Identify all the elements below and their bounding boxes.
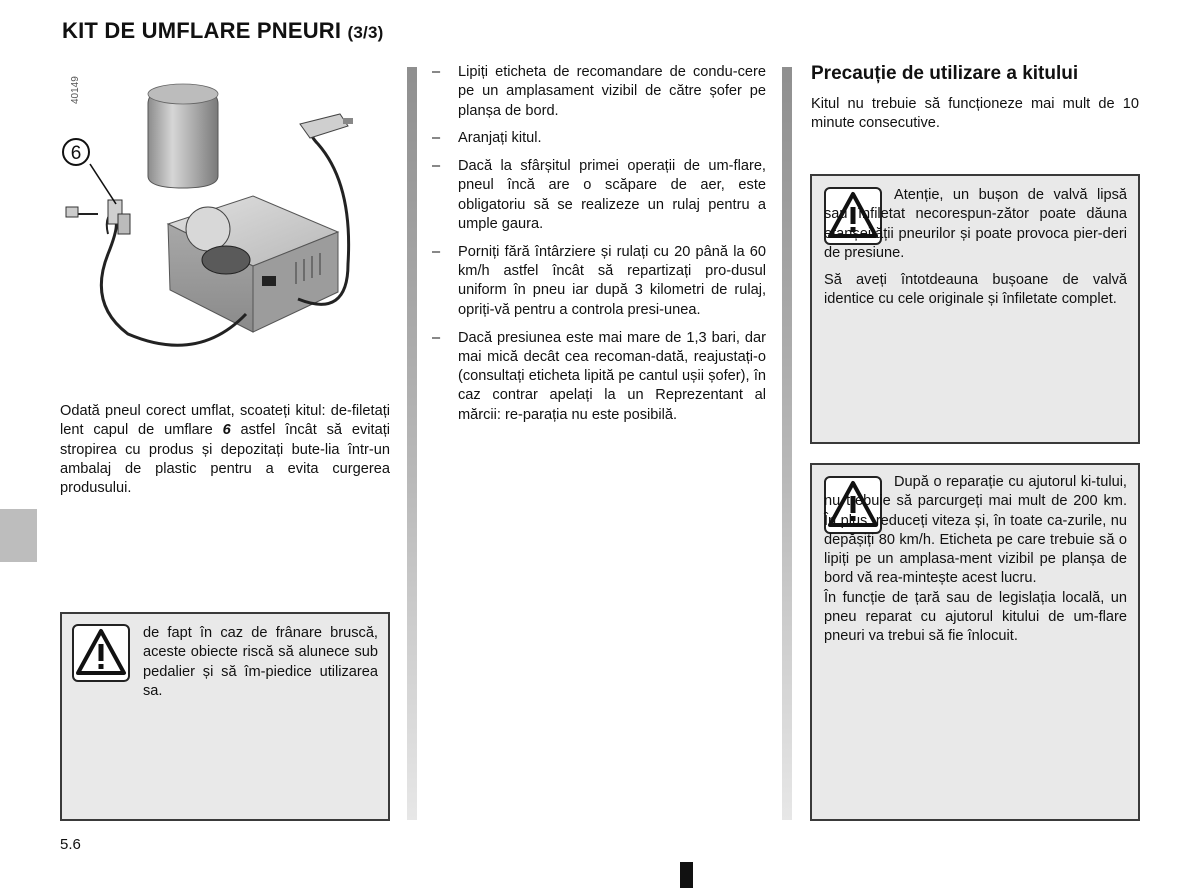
- list-item: – Dacă la sfârșitul primei operații de um-flare, pneul încă are o scăpare de aer, este obligatoriu să se realizeze un rulaj pentru a umple gaura.: [432, 158, 766, 233]
- warning-paragraph: Să aveți întotdeauna bușoane de valvă identice cu cele originale și înfiletate complet.: [824, 272, 1127, 308]
- list-item: – Porniți fără întârziere și rulați cu 20 până la 60 km/h astfel încât să repartizați pro-dusul uniform în pneu iar după 3 kilometri de rulaj, opriți-vă pentru a controla presi-unea.: [432, 243, 766, 318]
- list-item: – Dacă presiunea este mai mare de 1,3 bari, dar mai mică decât cea recoman-dată, reajustați-o (consultați eticheta lipită pe cantul ușii șofer), în caz contrar apelați la un Reprezentant al mărcii: re-parația nu este posibilă.: [432, 329, 766, 423]
- column-separator: [782, 67, 792, 820]
- warning-text-valve: [824, 186, 1127, 310]
- list-item: – Lipiți eticheta de recomandare de condu-cere pe un amplasament vizibil de către șofer pe planșa de bord.: [432, 64, 766, 119]
- warning-box-repair: [810, 463, 1140, 821]
- figure-code: 40149: [70, 76, 81, 104]
- warning-box-left: [60, 612, 390, 821]
- left-paragraph-part: Odată pneul corect umflat, scoateți kitul: de-filetați lent capul de umflare: [60, 403, 390, 439]
- title-suffix: (3/3): [347, 23, 384, 42]
- warning-triangle-icon: [72, 624, 130, 682]
- page-number: 5.6: [60, 836, 81, 853]
- warning-paragraph: În funcție de țară sau de legislația locală, un pneu reparat cu ajutorul kitului de um-flare pneuri va trebui să fie înlocuit.: [824, 589, 1127, 645]
- warning-paragraph: După o reparație cu ajutorul ki-tului, nu trebuie să parcurgeți mai mult de 200 km. În plus, reduceți viteza și, în toate ca-zurile, nu depășiți 80 km/h. Eticheta pe care trebuie să o lipiți pe un amplasa-ment vizibil pe planșa de bord vă rea-mintește acest lucru.: [824, 474, 1127, 587]
- callout-leader: [90, 164, 116, 204]
- left-paragraph: [60, 402, 390, 498]
- sealant-bottle: [148, 84, 218, 188]
- intro-paragraph: Kitul nu trebuie să funcționeze mai mult de 10 minute consecutive.: [811, 96, 1139, 132]
- list-item: – Aranjați kitul.: [432, 130, 542, 147]
- callout-reference: 6: [222, 422, 231, 439]
- warning-text-left: de fapt în caz de frânare bruscă, aceste obiecte riscă să alunece sub pedalier și să îm-piedice utilizarea sa.: [143, 625, 378, 699]
- svg-text:6: 6: [70, 143, 82, 164]
- warning-box-valve: [810, 174, 1140, 444]
- instruction-list: [432, 63, 766, 434]
- warning-paragraph: Atenție, un bușon de valvă lipsă sau înfiletat necorespun-zător poate dăuna etanșeității pneurilor și poate provoca pier-deri de presiune.: [824, 187, 1127, 261]
- callout-6: [63, 139, 89, 165]
- compressor: [168, 196, 338, 332]
- power-plug: [300, 114, 353, 138]
- warning-text-repair: [824, 473, 1127, 647]
- valve-connector: [66, 200, 130, 234]
- chapter-tab: [0, 509, 37, 562]
- left-paragraph-part: astfel încât să evitați stropirea cu produs și depozitați bute-lia într-un ambalaj de plastic pentru a evita curgerea produsului.: [60, 422, 390, 497]
- inflation-kit-illustration: [48, 64, 398, 364]
- title-text: KIT DE UMFLARE PNEURI: [62, 18, 342, 43]
- page-title: [62, 18, 383, 44]
- section-heading: Precauție de utilizare a kitului: [811, 63, 1079, 84]
- print-mark: [680, 862, 693, 888]
- column-separator: [407, 67, 417, 820]
